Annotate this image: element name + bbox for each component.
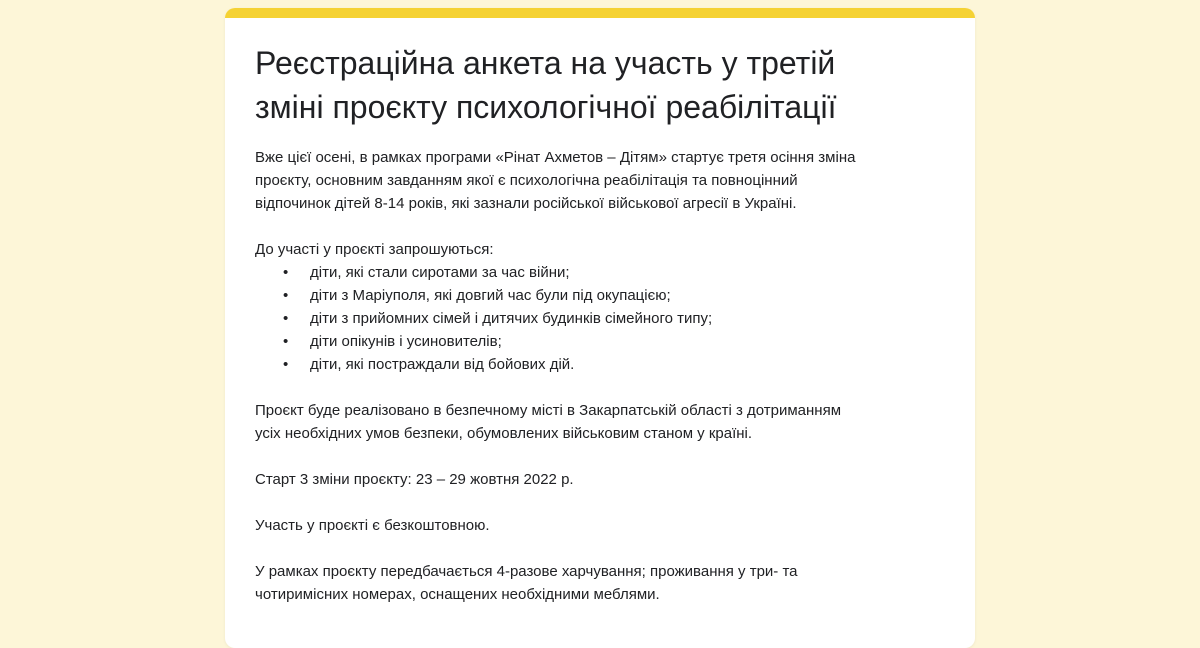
list-item: [255, 284, 955, 307]
paragraph-gap: [255, 491, 955, 514]
meals-line: чотиримісних номерах, оснащених необхідними меблями.: [255, 586, 660, 603]
paragraph-gap: [255, 445, 955, 468]
free-participation-paragraph: Участь у проєкті є безкоштовною.: [255, 517, 490, 534]
list-item-text: діти, які постраждали від бойових дій.: [310, 356, 575, 373]
meals-line: У рамках проєкту передбачається 4-разове харчування; проживання у три- та: [255, 563, 798, 580]
invite-heading: До участі у проєкті запрошуються:: [255, 241, 494, 258]
list-item-text: діти, які стали сиротами за час війни;: [310, 264, 570, 281]
form-title: [255, 41, 955, 129]
form-title-line-2: зміні проєкту психологічної реабілітації: [255, 89, 837, 125]
card-accent-bar: [225, 8, 975, 18]
bullet-icon: •: [283, 333, 289, 350]
bullet-icon: •: [283, 356, 289, 373]
intro-paragraph: [255, 146, 955, 215]
intro-line: проєкту, основним завданням якої є психологічна реабілітація та повноцінний: [255, 172, 798, 189]
paragraph-gap: [255, 376, 955, 399]
bullet-icon: •: [283, 264, 289, 281]
meals-paragraph: [255, 560, 955, 606]
list-item-text: діти з прийомних сімей і дитячих будинків сімейного типу;: [310, 310, 713, 327]
location-line: усіх необхідних умов безпеки, обумовлених військовим станом у країні.: [255, 425, 753, 442]
intro-line: Вже цієї осені, в рамках програми «Рінат Ахметов – Дітям» стартує третя осіння зміна: [255, 149, 856, 166]
form-header-content: [255, 41, 955, 606]
paragraph-gap: [255, 537, 955, 560]
bullet-icon: •: [283, 310, 289, 327]
form-title-line-1: Реєстраційна анкета на участь у третій: [255, 45, 836, 81]
invite-list: [255, 261, 955, 376]
location-paragraph: [255, 399, 955, 445]
form-header-card: [225, 8, 975, 648]
paragraph-gap: [255, 215, 955, 238]
list-item: [255, 353, 955, 376]
intro-line: відпочинок дітей 8-14 років, які зазнали російської військової агресії в Україні.: [255, 195, 797, 212]
list-item: [255, 307, 955, 330]
start-date-paragraph: Старт 3 зміни проєкту: 23 – 29 жовтня 2022 р.: [255, 471, 574, 488]
list-item-text: діти з Маріуполя, які довгий час були під окупацією;: [310, 287, 671, 304]
bullet-icon: •: [283, 287, 289, 304]
list-item: [255, 330, 955, 353]
location-line: Проєкт буде реалізовано в безпечному місті в Закарпатській області з дотриманням: [255, 402, 842, 419]
form-description: [255, 146, 955, 606]
list-item: [255, 261, 955, 284]
list-item-text: діти опікунів і усиновителів;: [310, 333, 502, 350]
